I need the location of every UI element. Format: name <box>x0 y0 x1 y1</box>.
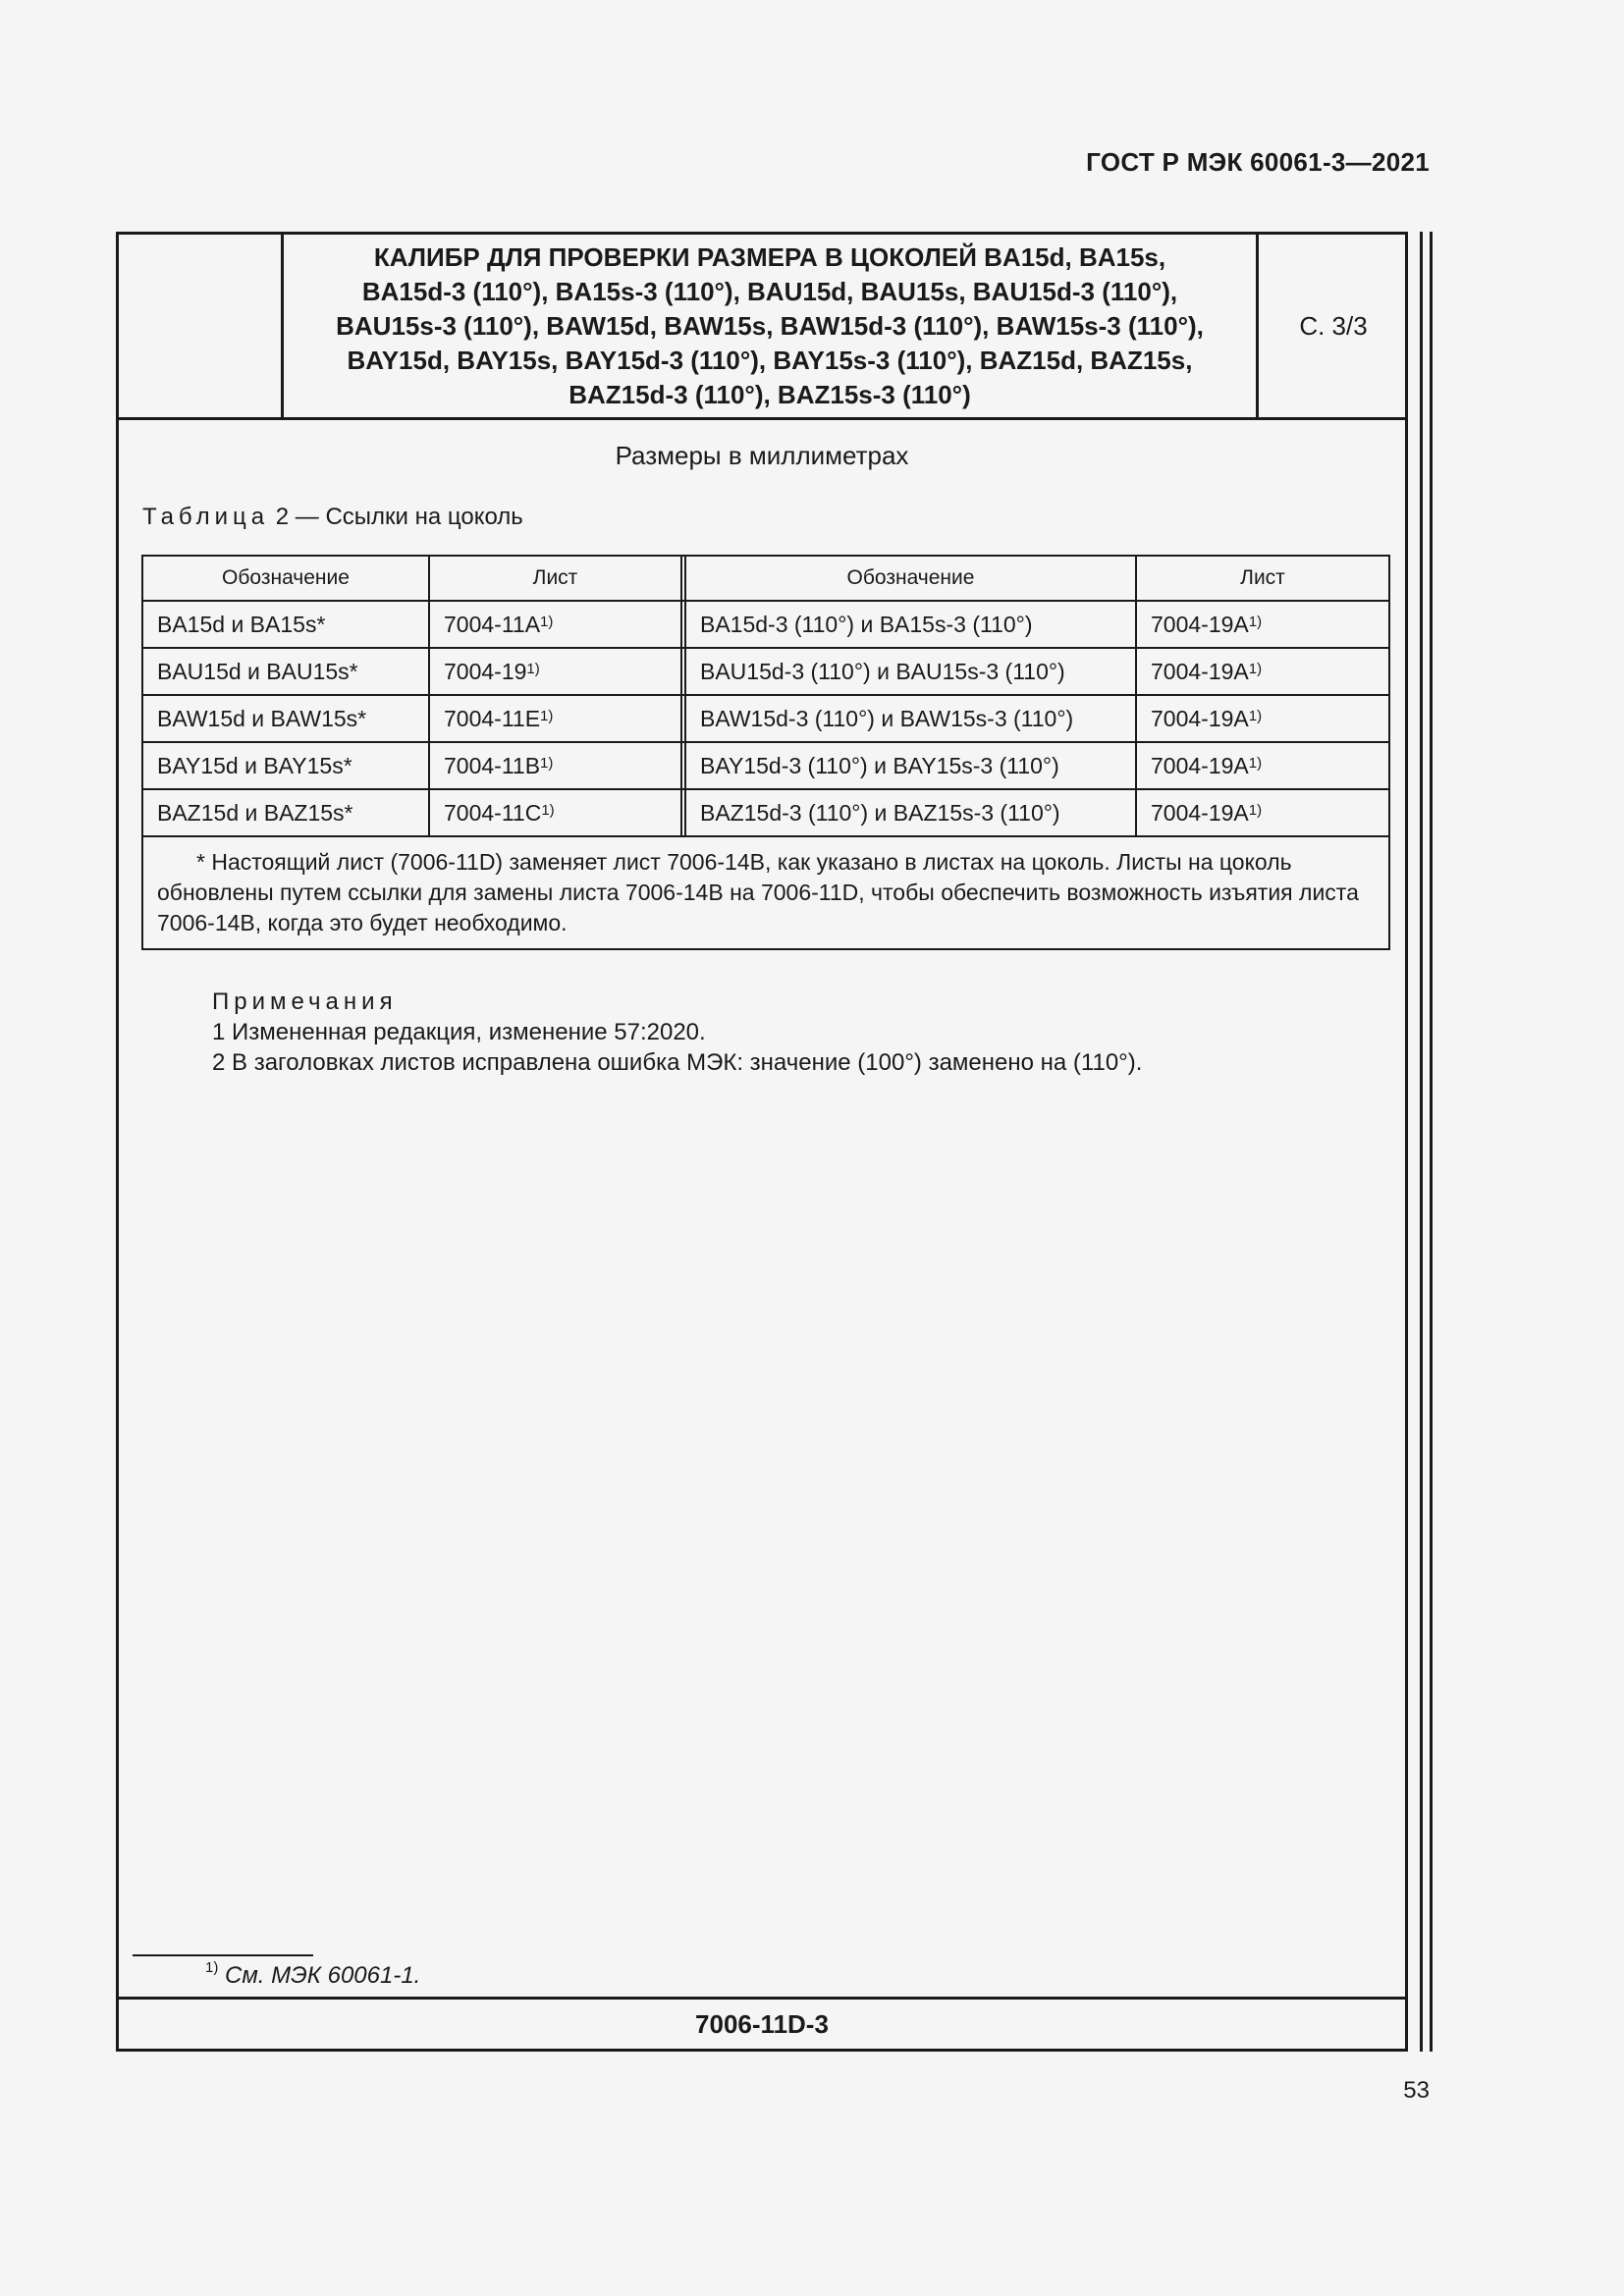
sheet-page-indicator: С. 3/3 <box>1299 310 1368 341</box>
units-note: Размеры в миллиметрах <box>615 441 909 470</box>
footnote-ref: 1) <box>1248 801 1263 819</box>
sheet-frame <box>116 232 1408 2052</box>
sheet-ref: 7004-11B <box>444 752 541 778</box>
sheet-cell <box>1137 696 1388 741</box>
footnote-ref: 1) <box>540 613 554 630</box>
table-header-row <box>143 557 1388 602</box>
frame-edge-line <box>1420 232 1423 2052</box>
column-header-sheet: Лист <box>430 557 686 600</box>
frame-edge-line <box>1430 232 1433 2052</box>
reference-table <box>141 555 1390 950</box>
sheet-cell <box>430 649 686 694</box>
sheet-cell <box>430 602 686 647</box>
footnote-ref: 1) <box>1248 754 1263 772</box>
sheet-cell <box>430 696 686 741</box>
footnote-ref: 1) <box>1248 660 1263 677</box>
table-row <box>143 743 1388 790</box>
footnote-ref: 1) <box>540 754 554 772</box>
page-footnote <box>205 1959 421 1990</box>
note-item: 1 Измененная редакция, изменение 57:2020. <box>212 1019 706 1045</box>
footnote-ref: 1) <box>540 707 554 724</box>
sheet-cell <box>1137 743 1388 788</box>
column-header-designation: Обозначение <box>686 557 1137 600</box>
designation-cell: BAY15d-3 (110°) и BAY15s-3 (110°) <box>686 743 1137 788</box>
note-item: 2 В заголовках листов исправлена ошибка МЭК: значение (100°) заменено на (110°). <box>212 1049 1143 1076</box>
notes-heading: Примечания <box>212 988 398 1015</box>
sheet-cell <box>1137 602 1388 647</box>
column-header-sheet: Лист <box>1240 566 1285 589</box>
sheet-ref: 7004-11E <box>444 705 541 731</box>
table-row <box>143 602 1388 649</box>
footnote-marker: 1) <box>205 1959 219 1976</box>
header-left-cell <box>119 235 284 417</box>
sheet-cell <box>1137 790 1388 835</box>
sheet-cell <box>430 790 686 835</box>
table-caption-prefix: Таблица <box>142 504 270 530</box>
sheet-ref: 7004-11C <box>444 799 542 826</box>
sheet-ref: 7004-11A <box>444 611 541 637</box>
footnote-ref: 1) <box>541 801 555 819</box>
footnote-ref: 1) <box>1248 613 1263 630</box>
designation-cell: BAW15d и BAW15s* <box>143 696 430 741</box>
notes-block <box>212 987 1142 1078</box>
sheet-ref: 7004-19 <box>444 658 527 684</box>
page-number: 53 <box>1403 2077 1430 2104</box>
footnote-ref: 1) <box>526 660 540 677</box>
sheet-ref: 7004-19A <box>1151 752 1249 778</box>
table-footnote: * Настоящий лист (7006-11D) заменяет лист 7006-14B, как указано в листах на цоколь. Листы на цоколь обновлены путем ссылки для замены листа 7006-14B на 7006-11D, чтобы обеспечить возможность изъятия листа 7006-14B, когда это будет необходимо. <box>157 849 1359 935</box>
designation-cell: BAU15d-3 (110°) и BAU15s-3 (110°) <box>686 649 1137 694</box>
sheet-ref: 7004-19A <box>1151 799 1249 826</box>
sheet-cell <box>1137 649 1388 694</box>
standard-number: ГОСТ Р МЭК 60061-3—2021 <box>1086 147 1430 177</box>
table-row <box>143 649 1388 696</box>
column-header-designation: Обозначение <box>143 557 430 600</box>
footnote-separator <box>133 1954 313 1956</box>
sheet-cell <box>430 743 686 788</box>
designation-cell: BAW15d-3 (110°) и BAW15s-3 (110°) <box>686 696 1137 741</box>
table-caption-text: 2 — Ссылки на цоколь <box>269 504 523 530</box>
designation-cell: BAY15d и BAY15s* <box>143 743 430 788</box>
sheet-ref: 7004-19A <box>1151 611 1249 637</box>
sheet-ref: 7004-19A <box>1151 705 1249 731</box>
designation-cell: BAU15d и BAU15s* <box>143 649 430 694</box>
sheet-header <box>119 235 1405 420</box>
sheet-title: КАЛИБР ДЛЯ ПРОВЕРКИ РАЗМЕРА В ЦОКОЛЕЙ BA15d, BA15s, BA15d-3 (110°), BA15s-3 (110°), BAU15d, BAU15s, BAU15d-3 (110°), BAU15s-3 (110°), BAW15d, BAW15s, BAW15d-3 (110°), BAW15s-3 (110°), BAY15d, BAY15s, BAY15d-3 (110°), BAY15s-3 (110°), BAZ15d, BAZ15s, BAZ15d-3 (110°), BAZ15s-3 (110°) <box>284 235 1259 417</box>
table-row <box>143 696 1388 743</box>
designation-cell: BAZ15d-3 (110°) и BAZ15s-3 (110°) <box>686 790 1137 835</box>
table-caption <box>142 504 523 531</box>
footnote-text: См. МЭК 60061-1. <box>218 1962 421 1989</box>
footnote-ref: 1) <box>1248 707 1263 724</box>
designation-cell: BA15d и BA15s* <box>143 602 430 647</box>
table-row <box>143 790 1388 837</box>
sheet-code: 7006-11D-3 <box>119 1997 1405 2049</box>
designation-cell: BA15d-3 (110°) и BA15s-3 (110°) <box>686 602 1137 647</box>
sheet-ref: 7004-19A <box>1151 658 1249 684</box>
designation-cell: BAZ15d и BAZ15s* <box>143 790 430 835</box>
